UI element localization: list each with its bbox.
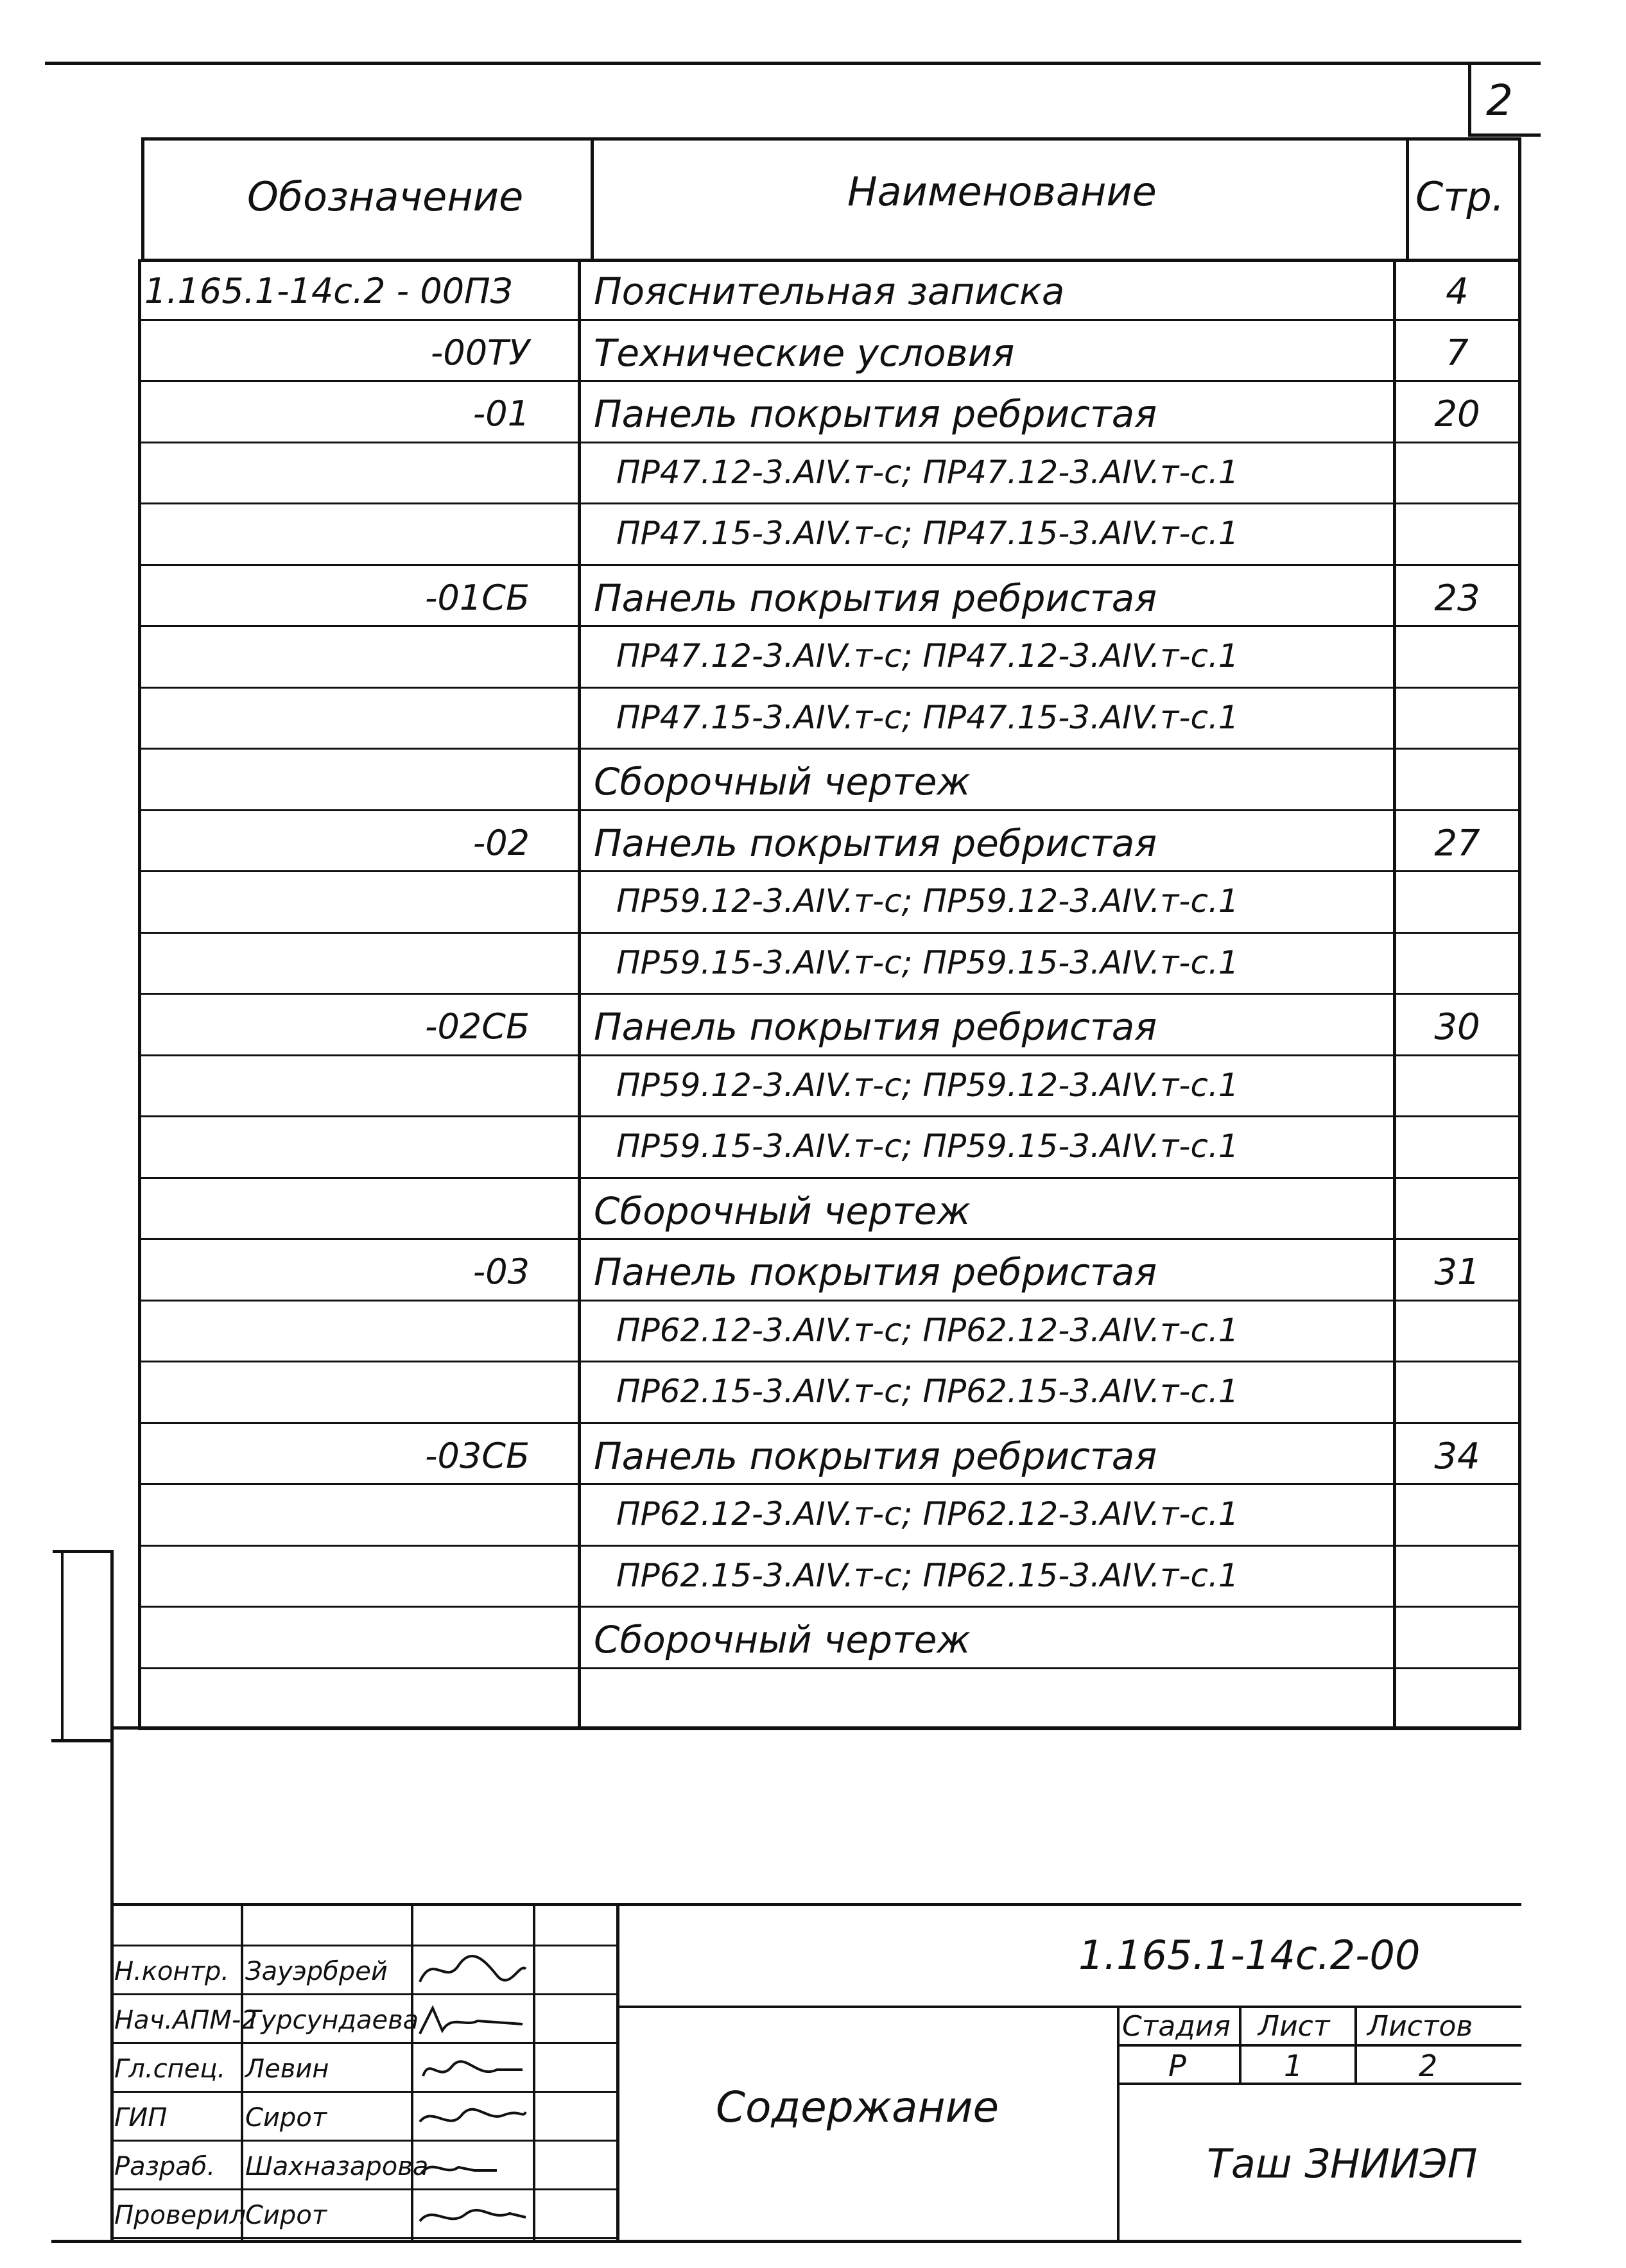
- row-designation: -02: [472, 822, 530, 863]
- table-row: [138, 382, 1521, 443]
- signature-scribble: [413, 1946, 529, 1995]
- row-page: 23: [1434, 577, 1480, 619]
- stage-box-left: [1117, 2006, 1120, 2240]
- table-row: [138, 1669, 1521, 1731]
- table-row: [138, 566, 1521, 628]
- table-row: [138, 627, 1521, 689]
- signatory-row: [110, 2190, 618, 2239]
- table-top-border: [141, 137, 1521, 141]
- row-designation: -03СБ: [425, 1435, 530, 1476]
- table-row: [138, 1179, 1521, 1241]
- row-name: Панель покрытия ребристая: [594, 1005, 1157, 1049]
- sheet-value: 1: [1284, 2049, 1303, 2083]
- signatory-role: Нач.АПМ-2: [114, 2006, 257, 2035]
- table-row: [138, 934, 1521, 995]
- row-name: ПР59.12-3.АIV.т-с; ПР59.12-3.АIV.т-с.1: [616, 1066, 1239, 1104]
- sheets-label: Листов: [1367, 2010, 1473, 2043]
- row-designation: -01: [472, 393, 530, 434]
- row-name: ПР62.15-3.АIV.т-с; ПР62.15-3.АIV.т-с.1: [616, 1373, 1239, 1410]
- row-name: ПР47.15-3.АIV.т-с; ПР47.15-3.АIV.т-с.1: [616, 515, 1239, 552]
- signatory-name: Левин: [245, 2054, 329, 2084]
- table-row: [138, 995, 1521, 1056]
- table-row: [138, 443, 1521, 505]
- stage-label: Стадия: [1122, 2010, 1231, 2043]
- sheet-number-box-left: [1468, 62, 1471, 136]
- col-divider-1: [591, 137, 594, 259]
- stage-value: Р: [1168, 2049, 1186, 2083]
- signatory-role: Разраб.: [114, 2152, 216, 2181]
- signatory-name: Сирот: [245, 2201, 327, 2230]
- row-name: Сборочный чертеж: [594, 1189, 971, 1233]
- row-designation: -00ТУ: [430, 332, 530, 373]
- signatory-row: [110, 2044, 618, 2093]
- table-row: [138, 811, 1521, 873]
- row-designation: -03: [472, 1251, 530, 1292]
- signatory-role: Гл.спец.: [114, 2054, 226, 2084]
- table-row: [138, 1117, 1521, 1179]
- table-row: [138, 504, 1521, 566]
- title-block-top: [110, 1903, 1521, 1906]
- signatory-row: [110, 2093, 618, 2142]
- sheet-label: Лист: [1258, 2010, 1330, 2043]
- signature-scribble: [413, 1995, 529, 2044]
- table-row: [138, 689, 1521, 750]
- row-name: Панель покрытия ребристая: [594, 576, 1157, 620]
- row-page: 4: [1446, 271, 1469, 313]
- row-name: ПР47.15-3.АIV.т-с; ПР47.15-3.АIV.т-с.1: [616, 698, 1239, 736]
- row-name: Пояснительная записка: [594, 270, 1065, 313]
- header-name: Наименование: [847, 168, 1157, 215]
- signatory-name: Турсундаева: [245, 2006, 419, 2035]
- signatory-name: Сирот: [245, 2103, 327, 2133]
- row-name: Панель покрытия ребристая: [594, 1250, 1157, 1294]
- table-row: [138, 1240, 1521, 1302]
- row-name: ПР59.15-3.АIV.т-с; ПР59.15-3.АIV.т-с.1: [616, 943, 1239, 981]
- signatory-role: Проверил: [114, 2201, 246, 2230]
- signature-scribble: [413, 2044, 529, 2093]
- table-row: [138, 321, 1521, 382]
- col-divider-2: [1406, 137, 1409, 259]
- table-left-border: [141, 137, 144, 259]
- signature-scribble: [413, 2142, 529, 2190]
- page-top-rule: [45, 62, 1541, 65]
- table-row: [138, 1424, 1521, 1486]
- row-name: ПР47.12-3.АIV.т-с; ПР47.12-3.АIV.т-с.1: [616, 637, 1239, 674]
- row-page: 7: [1446, 332, 1469, 374]
- table-row: [138, 1608, 1521, 1669]
- signatory-row: [110, 1995, 618, 2044]
- signatory-role: Н.контр.: [114, 1957, 229, 1986]
- signature-scribble: [413, 2190, 529, 2239]
- table-row: [138, 1056, 1521, 1118]
- table-row: [138, 750, 1521, 811]
- signatory-name: Шахназарова: [245, 2152, 429, 2181]
- table-row: [138, 1547, 1521, 1608]
- document-title: Содержание: [716, 2083, 999, 2132]
- frame-body-bottom: [110, 1726, 1521, 1730]
- row-name: ПР59.12-3.АIV.т-с; ПР59.12-3.АIV.т-с.1: [616, 882, 1239, 920]
- row-page: 27: [1434, 822, 1480, 864]
- organization-name: Таш ЗНИИЭП: [1207, 2140, 1478, 2187]
- row-name: Панель покрытия ребристая: [594, 392, 1157, 436]
- row-name: Панель покрытия ребристая: [594, 1434, 1157, 1478]
- binding-margin-vertical-outer: [61, 1550, 64, 1742]
- row-name: Сборочный чертеж: [594, 760, 971, 803]
- row-designation: -01СБ: [425, 577, 530, 618]
- row-name: Панель покрытия ребристая: [594, 821, 1157, 865]
- row-name: ПР62.12-3.АIV.т-с; ПР62.12-3.АIV.т-с.1: [616, 1311, 1239, 1349]
- signature-scribble: [413, 2093, 529, 2142]
- sheet-number: 2: [1486, 76, 1513, 125]
- signatory-row-rule: [110, 2237, 618, 2239]
- row-page: 34: [1434, 1435, 1480, 1477]
- row-name: ПР47.12-3.АIV.т-с; ПР47.12-3.АIV.т-с.1: [616, 453, 1239, 491]
- signatory-role: ГИП: [114, 2103, 168, 2133]
- sheet-number-box-bottom: [1468, 133, 1541, 137]
- table-row: [138, 1362, 1521, 1424]
- signatory-row: [110, 2142, 618, 2190]
- row-name: ПР62.15-3.АIV.т-с; ПР62.15-3.АIV.т-с.1: [616, 1556, 1239, 1594]
- sheets-value: 2: [1419, 2049, 1438, 2083]
- table-row: [138, 1302, 1521, 1363]
- row-page: 31: [1434, 1251, 1480, 1293]
- row-name: ПР59.15-3.АIV.т-с; ПР59.15-3.АIV.т-с.1: [616, 1128, 1239, 1165]
- row-name: Сборочный чертеж: [594, 1618, 971, 1662]
- stage-row-1: [1117, 2044, 1521, 2047]
- row-designation: -02СБ: [425, 1006, 530, 1047]
- header-designation: Обозначение: [247, 173, 524, 220]
- row-page: 20: [1434, 393, 1480, 435]
- header-page: Стр.: [1415, 173, 1505, 220]
- signatory-row: [110, 1946, 618, 1995]
- document-code: 1.165.1-14с.2-00: [1078, 1932, 1421, 1979]
- table-row: [138, 1485, 1521, 1547]
- code-row-bottom: [616, 2006, 1521, 2008]
- frame-bottom-border: [51, 2240, 1521, 2243]
- table-row: [138, 259, 1521, 321]
- row-name: Технические условия: [594, 331, 1015, 375]
- table-row: [138, 872, 1521, 934]
- row-name: ПР62.12-3.АIV.т-с; ПР62.12-3.АIV.т-с.1: [616, 1495, 1239, 1533]
- row-page: 30: [1434, 1006, 1480, 1048]
- signatory-name: Зауэрбрей: [245, 1957, 388, 1986]
- row-designation: 1.165.1-14с.2 - 00ПЗ: [144, 271, 513, 311]
